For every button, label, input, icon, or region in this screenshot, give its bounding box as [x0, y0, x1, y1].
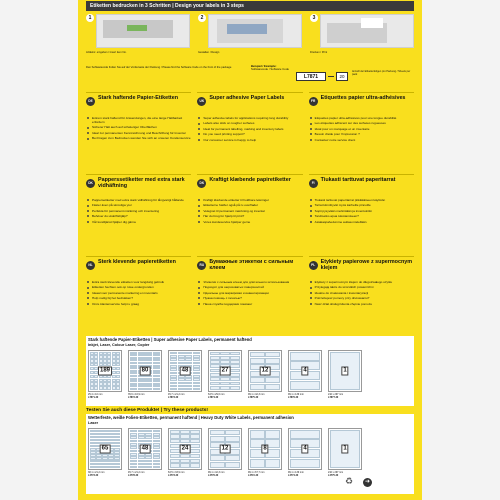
bullet-item: Ideaal voor permanente markering en inventaris [86, 291, 191, 295]
bullet-item: Behöver du utskriftshjälp? [86, 214, 191, 218]
bullet-item: Velegnet til permanent mærkning og inventar [197, 209, 302, 213]
labels-per-sheet: 8 [263, 445, 267, 452]
label-product [168, 350, 202, 405]
software-code-box: L7871 [296, 72, 326, 81]
language-title: Etykiety papierowe z supermocnym klejem [320, 259, 413, 271]
software-code-section [86, 64, 414, 86]
language-flag: DK [86, 179, 95, 188]
bullet-item: Vores kundeservice hjælper gerne [197, 220, 302, 224]
label-sku: L7871-20 [88, 395, 99, 399]
label-sku: L7877-20 [328, 395, 339, 399]
label-sku: L4773-20 [168, 473, 179, 477]
bullet-item: Onze klantenservice helpt u graag [86, 302, 191, 306]
step-number: 3 [310, 14, 318, 22]
label-sku: L4776-20 [208, 473, 219, 477]
label-dimensions: 99,1 x 42,3 mm [248, 392, 265, 396]
bullet-item: Asiakaspalvelumme auttaa mielellään [309, 220, 414, 224]
language-block [197, 92, 302, 172]
language-title: Kraftigt klæbende papiretiketter [209, 177, 291, 183]
label-dimensions: 99,1 x 139 mm [288, 392, 304, 396]
label-dimensions: 99,1 x 139 mm [288, 470, 304, 474]
labels-per-sheet: 48 [181, 367, 189, 374]
label-sheet-thumbnail [248, 428, 282, 470]
language-grid [86, 92, 414, 336]
bullet-item: Ideal zur permanenten Kennzeichnung und Beschriftung für Inventar [86, 131, 191, 135]
language-flag: PL [309, 261, 318, 270]
product-sheet [78, 0, 422, 500]
language-block [197, 256, 302, 336]
label-dimensions: 45,7 x 21,2 mm [128, 470, 145, 474]
label-product [248, 350, 282, 405]
bullet-item: Kraftigt klæbende etiketter til holdbare løsninger [197, 198, 302, 202]
bullet-item: Этикетки с сильным клеем для длительного использования [197, 280, 302, 284]
label-dimensions: 45,7 x 21,2 mm [168, 392, 185, 396]
step-number: 2 [198, 14, 206, 22]
label-sheet-thumbnail [328, 428, 362, 470]
labels-per-sheet: 65 [101, 445, 109, 452]
labels-per-sheet: 27 [221, 367, 229, 374]
label-sheet-thumbnail [288, 350, 322, 392]
label-product [328, 350, 362, 405]
bullet-item: Besoin d'aide pour l'impression ? [309, 132, 414, 136]
label-product [208, 350, 242, 405]
recycle-icon: ♻ [344, 476, 354, 486]
sheet-count-note: Anzahl der Etikettenbögen pro Packung / Sheets per pack [352, 70, 411, 77]
language-block [86, 92, 191, 172]
arrow-right-icon: ➜ [364, 479, 371, 485]
label-product [248, 428, 282, 483]
label-sku: L4773-20 [88, 473, 99, 477]
label-sheet-thumbnail [128, 428, 162, 470]
label-sheet-thumbnail [328, 350, 362, 392]
panel-title: Stark haftende Papier-Etiketten | Super adhesive Paper Labels, permanent haftend [88, 337, 252, 342]
bullet-item: Extrem stark haftend für Anwendungen, die eine lange Haltbarkeit erfordern [86, 116, 191, 124]
bullet-item: Idéal pour un marquage et un inventaire [309, 127, 414, 131]
bullet-item: Наша служба поддержки поможет [197, 302, 302, 306]
labels-per-sheet: 24 [181, 445, 189, 452]
bullet-item: Pappersetiketter med extra stark vidhäftning för långvarigt hållande [86, 198, 191, 202]
bullet-item: Sopii pysyvään merkintään ja inventointiin [309, 209, 414, 213]
bullet-item: Etiquettes papier ultra-adhésives pour une longue durabilité [309, 116, 414, 120]
language-title: Tiukasti tarttuvat paperitarrat [320, 177, 396, 183]
label-dimensions: 35,6 x 16,9 mm [128, 392, 145, 396]
language-flag: RU [197, 261, 206, 270]
language-flag: NL [86, 261, 95, 270]
bullet-item: Idealne do znakowania i inwentaryzacji [309, 291, 414, 295]
steps-row [86, 14, 414, 60]
label-product [88, 428, 122, 483]
label-product [88, 350, 122, 405]
step-caption: Gestalten / Design [198, 51, 220, 54]
labels-per-sheet: 4 [303, 445, 307, 452]
language-flag: FI [309, 179, 318, 188]
label-product [328, 428, 362, 483]
sheet-count-box: 20 [336, 72, 348, 81]
bullet-item: Etiketterne hæfter også på ru overflader [197, 203, 302, 207]
label-sku: L4774-20 [288, 473, 299, 477]
language-title: Sterk klevende papieretiketten [98, 259, 176, 265]
label-row [86, 426, 414, 483]
labels-per-sheet: 1 [343, 367, 347, 374]
step-number: 1 [86, 14, 94, 22]
test-products-heading: Testen Sie auch diese Produkte! | Try these products! [86, 408, 414, 414]
bullet-item: Perfekta för permanent märkning och inventering [86, 209, 191, 213]
label-sku: L4715-20 [248, 473, 259, 477]
bullet-item: Contactez notre service client [309, 138, 414, 142]
label-sku: L7874-20 [208, 395, 219, 399]
bullet-item: Labels also stick on rougher surfaces [197, 121, 302, 125]
panel-subtitle: Laser [88, 421, 99, 425]
bullet-item: Our consumer service is happy to help [197, 138, 302, 142]
step-3 [310, 14, 414, 60]
language-flag: DK [197, 179, 206, 188]
labels-per-sheet: 12 [261, 367, 269, 374]
label-sku: L7872-20 [128, 395, 139, 399]
label-dimensions: 99,1 x 67,7 mm [248, 470, 265, 474]
label-row [86, 348, 414, 405]
step-1 [86, 14, 190, 60]
label-sheet-thumbnail [208, 428, 242, 470]
labels-per-sheet: 189 [99, 367, 111, 374]
language-flag: FR [309, 97, 318, 106]
bullet-item: Нужна помощь с печатью? [197, 296, 302, 300]
bullet-item: Nasz dział obsługi klienta chętnie pomoże [309, 302, 414, 306]
language-flag: UK [197, 97, 206, 106]
language-block [197, 174, 302, 254]
label-product [288, 350, 322, 405]
language-block [309, 92, 414, 172]
labels-per-sheet: 80 [141, 367, 149, 374]
bullet-item: Les étiquettes adhèrent sur des surfaces rugueuses [309, 121, 414, 125]
printer-illustration [320, 14, 414, 48]
bullet-item: Bei Fragen zum Bedrucken wenden Sie sich an unseren Kundenservice [86, 136, 191, 140]
labels-per-sheet: 48 [141, 445, 149, 452]
label-sku: L7873-20 [168, 395, 179, 399]
step-caption: Drucken / Print [310, 51, 328, 54]
label-dimensions: 210 x 297 mm [328, 392, 344, 396]
laptop-illustration [96, 14, 190, 48]
label-sheet-thumbnail [208, 350, 242, 392]
panel-title: Wetterfeste, weiße Folien-Etiketten, permanent haftend | Heavy Duty White Labels, permanent adhesion [88, 415, 294, 420]
label-sku: L4775-20 [328, 473, 339, 477]
label-dimensions: 63,5 x 33,9 mm [168, 470, 185, 474]
label-sku: L7876-20 [288, 395, 299, 399]
bullet-item: Подходят для шероховатых поверхностей [197, 285, 302, 289]
label-dimensions: 210 x 297 mm [328, 470, 344, 474]
bullet-item: Potrzebujesz pomocy przy drukowaniu? [309, 296, 414, 300]
label-sheet-thumbnail [168, 350, 202, 392]
bullet-item: Fäster även på skrovliga ytor [86, 203, 191, 207]
language-title: Etiquettes papier ultra-adhésives [320, 95, 406, 101]
label-dimensions: 63,5 x 29,6 mm [208, 392, 225, 396]
language-title: Papperssetiketter med extra stark vidhäftning [98, 177, 185, 189]
language-block [86, 256, 191, 336]
label-dimensions: 99,1 x 42,3 mm [208, 470, 225, 474]
bullet-item: Tarvitsetko apua tulostamiseen? [309, 214, 414, 218]
bullet-item: Etiketten hechten ook op ruwe ondergronden [86, 285, 191, 289]
steps-header: Etiketten bedrucken in 3 Schritten | Design your labels in 3 steps [86, 1, 414, 11]
label-sheet-thumbnail [128, 350, 162, 392]
panel-subtitle: Inkjet, Laser, Colour Laser, Copier [88, 343, 150, 347]
language-flag: DE [86, 97, 95, 106]
bullet-item: Przylegają także do szorstkich powierzchni [309, 285, 414, 289]
labels-per-sheet: 1 [343, 445, 347, 452]
divider [328, 76, 334, 77]
label-product [168, 428, 202, 483]
bullet-item: Super adhesive labels for applications requiring long durability [197, 116, 302, 120]
language-block [309, 174, 414, 254]
bullet-item: Etykiety z supermocnym klejem do długotrwałego użytku [309, 280, 414, 284]
label-product [128, 428, 162, 483]
labels-per-sheet: 4 [303, 367, 307, 374]
design-illustration [208, 14, 302, 48]
language-title: Stark haftende Papier-Etiketten [98, 95, 178, 101]
bullet-item: Extra sterk klevende etiketten voor langdurig gebruik [86, 280, 191, 284]
step-caption: Artikelnr. eingeben / Insert item No. [86, 51, 127, 54]
bullet-item: Hulp nodig bij het bedrukken? [86, 296, 191, 300]
label-product [128, 350, 162, 405]
label-product [208, 428, 242, 483]
label-dimensions: 25,4 x 10 mm [88, 392, 103, 396]
product-panel-paper [86, 336, 414, 406]
language-block [309, 256, 414, 336]
label-product [288, 428, 322, 483]
bullet-item: Tarrat kiinnittyvät myös karheille pinnoille [309, 203, 414, 207]
bullet-item: Vår kundtjänst hjälper dig gärna [86, 220, 191, 224]
label-sku: L4778-20 [128, 473, 139, 477]
label-sheet-thumbnail [288, 428, 322, 470]
label-sheet-thumbnail [88, 350, 122, 392]
label-sku: L7875-20 [248, 395, 259, 399]
language-title: Бумажные этикетки с сильным клеем [209, 259, 294, 271]
labels-per-sheet: 12 [221, 445, 229, 452]
label-sheet-thumbnail [88, 428, 122, 470]
bullet-item: Sicherer Halt auch auf schwieriger Oberflächen [86, 125, 191, 129]
label-sheet-thumbnail [168, 428, 202, 470]
bullet-item: Har du brug for hjælp til print? [197, 214, 302, 218]
language-title: Super adhesive Paper Labels [209, 95, 285, 101]
language-block [86, 174, 191, 254]
bullet-item: Ideal for permanent labelling, marking and inventory labels [197, 127, 302, 131]
bullet-item: Do you need printing support? [197, 132, 302, 136]
label-dimensions: 38,1 x 21,2 mm [88, 470, 105, 474]
software-code-text: Den Softwarecode finden Sie auf der Vorderseite der Packung / Please find the Software Code on the front of the package [86, 66, 232, 69]
bullet-item: Tiukasti tarttuvat paperitarrat pitkäikäiseen käyttöön [309, 198, 414, 202]
bullet-item: Идеальны для маркировки и инвентаризации [197, 291, 302, 295]
step-2 [198, 14, 302, 60]
example-label: Beispiel / Example: Softwarecode / Software Code [251, 64, 289, 72]
label-sheet-thumbnail [248, 350, 282, 392]
